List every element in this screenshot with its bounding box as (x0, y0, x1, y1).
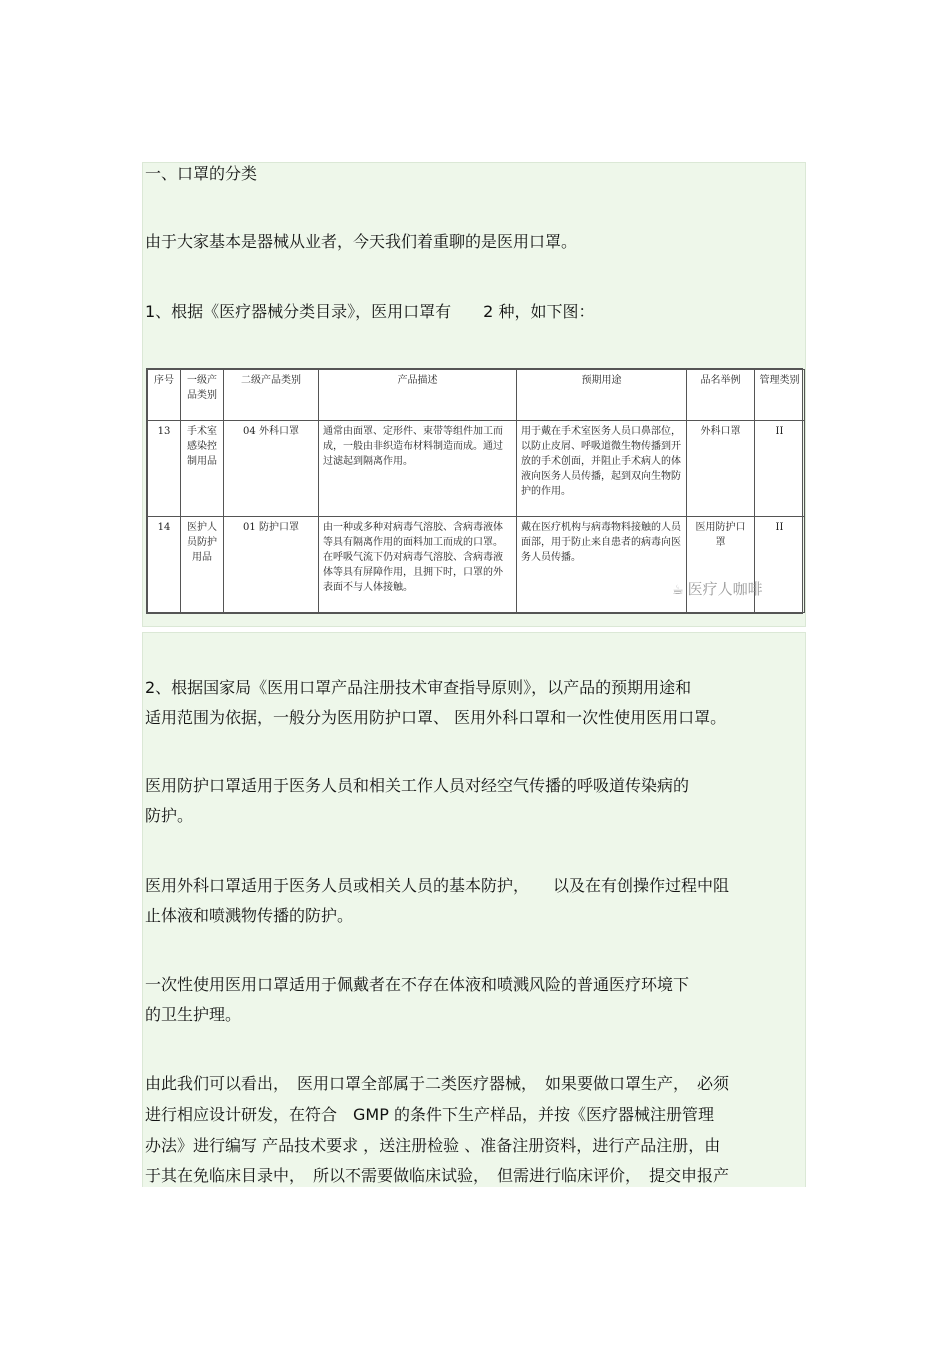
table-cell: 戴在医疗机构与病毒物料接触的人员面部，用于防止来自患者的病毒向医务人员传播。 (517, 517, 687, 613)
coffee-icon: ☕ (672, 583, 684, 598)
table-header-row (148, 370, 805, 421)
table-header-cell: 管理类别 (755, 370, 805, 421)
point-1-paragraph: 1、根据《医疗器械分类目录》，医用口罩有 2 种，如下图： (145, 302, 595, 321)
table-cell: 04 外科口罩 (224, 421, 319, 517)
table-cell: 医护人员防护用品 (181, 517, 224, 613)
table-cell: II (755, 517, 805, 613)
section-heading: 一、口罩的分类 (145, 164, 258, 183)
disposable-mask-line-1: 一次性使用医用口罩适用于佩戴者在不存在体液和喷溅风险的普通医疗环境下 (145, 975, 690, 994)
protective-mask-line-2: 防护。 (145, 806, 194, 825)
table-header-cell: 预期用途 (517, 370, 687, 421)
table-header-cell: 一级产品类别 (181, 370, 224, 421)
table-cell: 用于戴在手术室医务人员口鼻部位，以防止皮屑、呼吸道微生物传播到开放的手术创面，并阻止手术病人的体液向医务人员传播，起到双向生物防护的作用。 (517, 421, 687, 517)
classification-table (147, 369, 805, 613)
point-2-line-1: 2、根据国家局《医用口罩产品注册技术审查指导原则》，以产品的预期用途和 (145, 678, 692, 697)
table-row (148, 421, 805, 517)
conclusion-line-1: 由此我们可以看出， 医用口罩全部属于二类医疗器械， 如果要做口罩生产， 必须 (145, 1074, 730, 1093)
table-header-cell: 产品描述 (319, 370, 517, 421)
conclusion-line-3: 办法》进行编写 产品技术要求 ，送注册检验 、准备注册资料，进行产品注册，由 (145, 1136, 721, 1155)
table-cell: 通常由面罩、定形件、束带等组件加工而成，一般由非织造布材料制造而成。通过过滤起到隔离作用。 (319, 421, 517, 517)
watermark-text: 医疗人咖啡 (687, 580, 763, 598)
protective-mask-line-1: 医用防护口罩适用于医务人员和相关工作人员对经空气传播的呼吸道传染病的 (145, 776, 690, 795)
point-2-line-2: 适用范围为依据，一般分为医用防护口罩、 医用外科口罩和一次性使用医用口罩。 (145, 708, 727, 727)
table-header-cell: 二级产品类别 (224, 370, 319, 421)
surgical-mask-line-2: 止体液和喷溅物传播的防护。 (145, 906, 354, 925)
table-cell: 由一种或多种对病毒气溶胶、含病毒液体等具有隔离作用的面料加工而成的口罩。在呼吸气流下仍对病毒气溶胶、含病毒液体等具有屏障作用，且拥下时，口罩的外表面不与人体接触。 (319, 517, 517, 613)
watermark (672, 578, 763, 599)
table-cell: 外科口罩 (687, 421, 755, 517)
table-cell: 医用防护口罩 (687, 517, 755, 613)
table-header-cell: 品名举例 (687, 370, 755, 421)
table-cell: 13 (148, 421, 181, 517)
table-cell: II (755, 421, 805, 517)
intro-paragraph: 由于大家基本是器械从业者，今天我们着重聊的是医用口罩。 (145, 232, 578, 251)
surgical-mask-line-1: 医用外科口罩适用于医务人员或相关人员的基本防护， 以及在有创操作过程中阻 (145, 876, 730, 895)
table-cell: 14 (148, 517, 181, 613)
table-cell: 手术室感染控制用品 (181, 421, 224, 517)
disposable-mask-line-2: 的卫生护理。 (145, 1005, 242, 1024)
conclusion-line-4: 于其在免临床目录中， 所以不需要做临床试验， 但需进行临床评价， 提交申报产 (145, 1166, 730, 1185)
table-header-cell: 序号 (148, 370, 181, 421)
table-cell: 01 防护口罩 (224, 517, 319, 613)
conclusion-line-2: 进行相应设计研发，在符合 GMP 的条件下生产样品，并按《医疗器械注册管理 (145, 1105, 714, 1124)
